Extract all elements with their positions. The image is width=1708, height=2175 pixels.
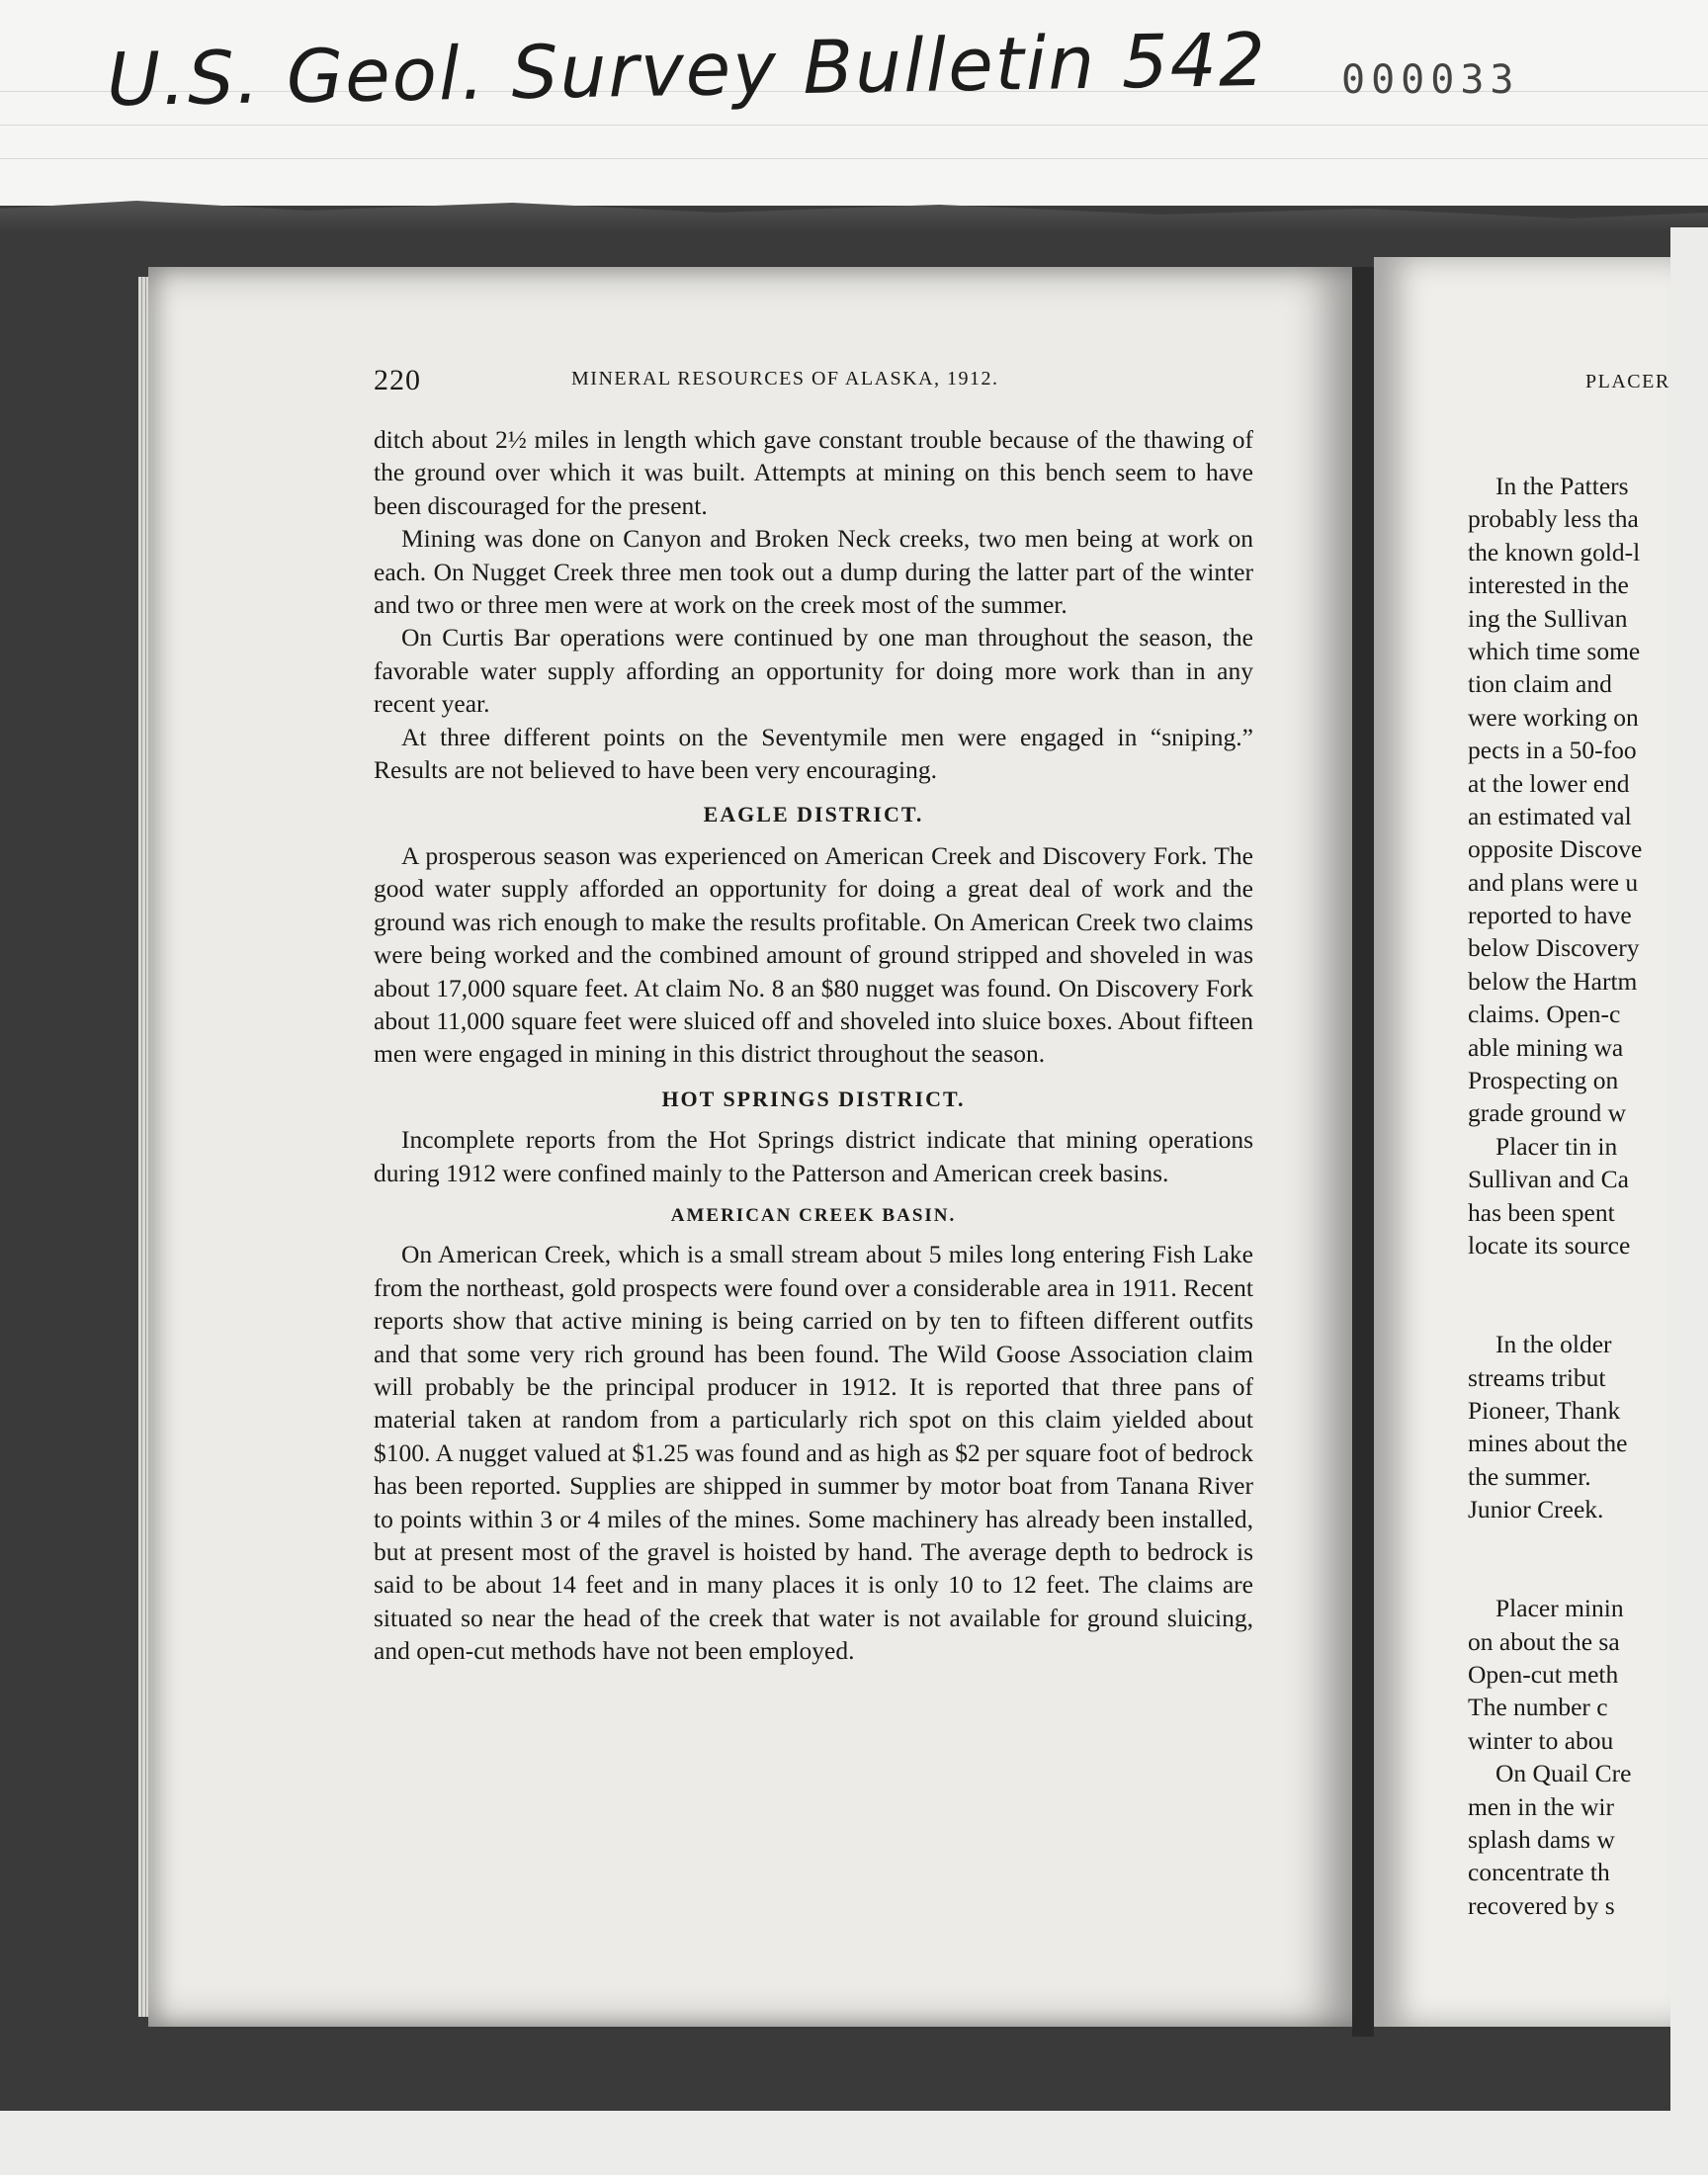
right-page-line: interested in the: [1468, 570, 1629, 600]
right-page-line: [1468, 1262, 1705, 1294]
right-page-line: the known gold-l: [1468, 537, 1641, 566]
right-page-line: probably less tha: [1468, 504, 1639, 534]
right-page-line: able mining wa: [1468, 1032, 1624, 1062]
paragraph: Incomplete reports from the Hot Springs district indicate that mining operations during 1912 were confined mainly to the Patterson and American creek basins.: [374, 1125, 1253, 1187]
right-page-line: on about the sa: [1468, 1626, 1620, 1656]
right-page-line: The number c: [1468, 1693, 1608, 1722]
ruled-line: [0, 158, 1708, 159]
right-page-line: mines about the: [1468, 1429, 1628, 1458]
right-page-line: splash dams w: [1468, 1825, 1615, 1855]
right-page-line: Pioneer, Thank: [1468, 1395, 1621, 1425]
paragraph: On Curtis Bar operations were continued by one man throughout the season, the favorable water supply affording an opportunity for doing more work than in any recent year.: [374, 623, 1253, 719]
running-head-title: MINERAL RESOURCES OF ALASKA, 1912.: [571, 368, 999, 390]
right-page-line: On Quail Cre: [1495, 1759, 1632, 1788]
right-page-line: were working on: [1468, 702, 1639, 732]
book-gutter: [1352, 267, 1374, 2037]
right-page-line: Prospecting on: [1468, 1066, 1619, 1095]
handwritten-label: U.S. Geol. Survey Bulletin 542: [106, 17, 1268, 124]
paragraph: A prosperous season was experienced on American Creek and Discovery Fork. The good water supply afforded an opportunity for doing a great deal of work and the ground was rich enough to make the results profitable. On American Creek two claims were being worked and the combined amount of ground stripped and shoveled in was about 17,000 square feet. At claim No. 8 an $80 nugget was found. On Discovery Fork about 11,000 square feet were sluiced off and shoveled into sluice boxes. About fifteen men were engaged in mining in this district throughout the season.: [374, 840, 1253, 1069]
right-page-line: grade ground w: [1468, 1098, 1627, 1128]
right-page-line: and plans were u: [1468, 867, 1639, 897]
subsection-heading-american-creek: AMERICAN CREEK BASIN.: [670, 1204, 957, 1226]
right-page-line: [1468, 1526, 1705, 1559]
right-page-line: Placer minin: [1495, 1594, 1624, 1623]
right-page-line: Junior Creek.: [1468, 1495, 1604, 1524]
right-page-line: recovered by s: [1468, 1890, 1615, 1920]
paragraph: Mining was done on Canyon and Broken Neck creeks, two men being at work on each. On Nugget Creek three men took out a dump during the latter part of the winter and two or three men were at work on the creek most of the summer.: [374, 524, 1253, 620]
paragraph: At three different points on the Seventymile men were engaged in “sniping.” Results are not believed to have been very encouraging.: [374, 722, 1253, 785]
right-page-line: In the older: [1495, 1330, 1612, 1359]
right-page-line: concentrate th: [1468, 1858, 1610, 1887]
right-page-line: an estimated val: [1468, 801, 1632, 830]
stamp-number: 000033: [1341, 57, 1520, 103]
right-page-line: In the Patters: [1495, 472, 1629, 500]
right-page-line: Sullivan and Ca: [1468, 1165, 1629, 1194]
right-page-line: winter to abou: [1468, 1725, 1614, 1755]
ruled-line: [0, 125, 1708, 126]
right-page-line: streams tribut: [1468, 1362, 1606, 1392]
right-page-line: Open-cut meth: [1468, 1660, 1619, 1690]
right-page-line: [1468, 1559, 1705, 1592]
right-page-line: men in the wir: [1468, 1791, 1615, 1821]
paragraph: On American Creek, which is a small stream about 5 miles long entering Fish Lake from the northeast, gold prospects were found over a considerable area in 1911. Recent reports show that active mining is being carried on by ten to fifteen different outfits and that some very rich ground has been found. The Wild Goose Association claim will probably be the principal producer in 1912. It is reported that three pans of material taken at random from a particularly rich spot on this claim yielded about $100. A nugget valued at $1.25 was found and as high as $2 per square foot of bedrock has been reported. Supplies are shipped in summer by motor boat from Tanana River to points within 3 or 4 miles of the mines. Some machinery has already been installed, but at present most of the gravel is hoisted by hand. The average depth to bedrock is said to be about 14 feet and in many places it is only 10 to 12 feet. The claims are situated so near the head of the creek that water is not available for ground sluicing, and open-cut methods have not been employed.: [374, 1240, 1253, 1666]
right-page-line: ing the Sullivan: [1468, 603, 1628, 633]
right-page-line: below Discovery: [1468, 933, 1640, 963]
right-running-head: PLACER: [1585, 371, 1670, 392]
left-page-body: [374, 423, 1253, 1668]
right-page-line: at the lower end: [1468, 768, 1630, 798]
right-page-line: the summer.: [1468, 1461, 1591, 1491]
right-page-line: claims. Open-c: [1468, 1000, 1621, 1029]
right-page-line: pects in a 50-foo: [1468, 736, 1637, 765]
right-page-line: opposite Discove: [1468, 834, 1643, 864]
top-paper-strip: [0, 0, 1708, 213]
section-heading-hot-springs: HOT SPRINGS DISTRICT.: [661, 1086, 966, 1111]
bottom-margin: [0, 2111, 1708, 2175]
right-page-body: [1468, 470, 1705, 1922]
paragraph: ditch about 2½ miles in length which gave constant trouble because of the thawing of the ground over which it was built. Attempts at mining on this bench seem to have been discouraged for the present.: [374, 425, 1253, 520]
right-page-line: below the Hartm: [1468, 966, 1638, 996]
right-page-line: has been spent: [1468, 1197, 1615, 1227]
right-page-line: reported to have: [1468, 901, 1632, 930]
right-page-line: locate its source: [1468, 1230, 1631, 1260]
right-page-line: tion claim and: [1468, 669, 1612, 699]
right-page-line: Placer tin in: [1495, 1131, 1618, 1161]
page-number: 220: [374, 364, 421, 396]
right-page-line: [1468, 1295, 1705, 1328]
right-page-line: which time some: [1468, 636, 1641, 665]
section-heading-eagle: EAGLE DISTRICT.: [703, 802, 924, 827]
